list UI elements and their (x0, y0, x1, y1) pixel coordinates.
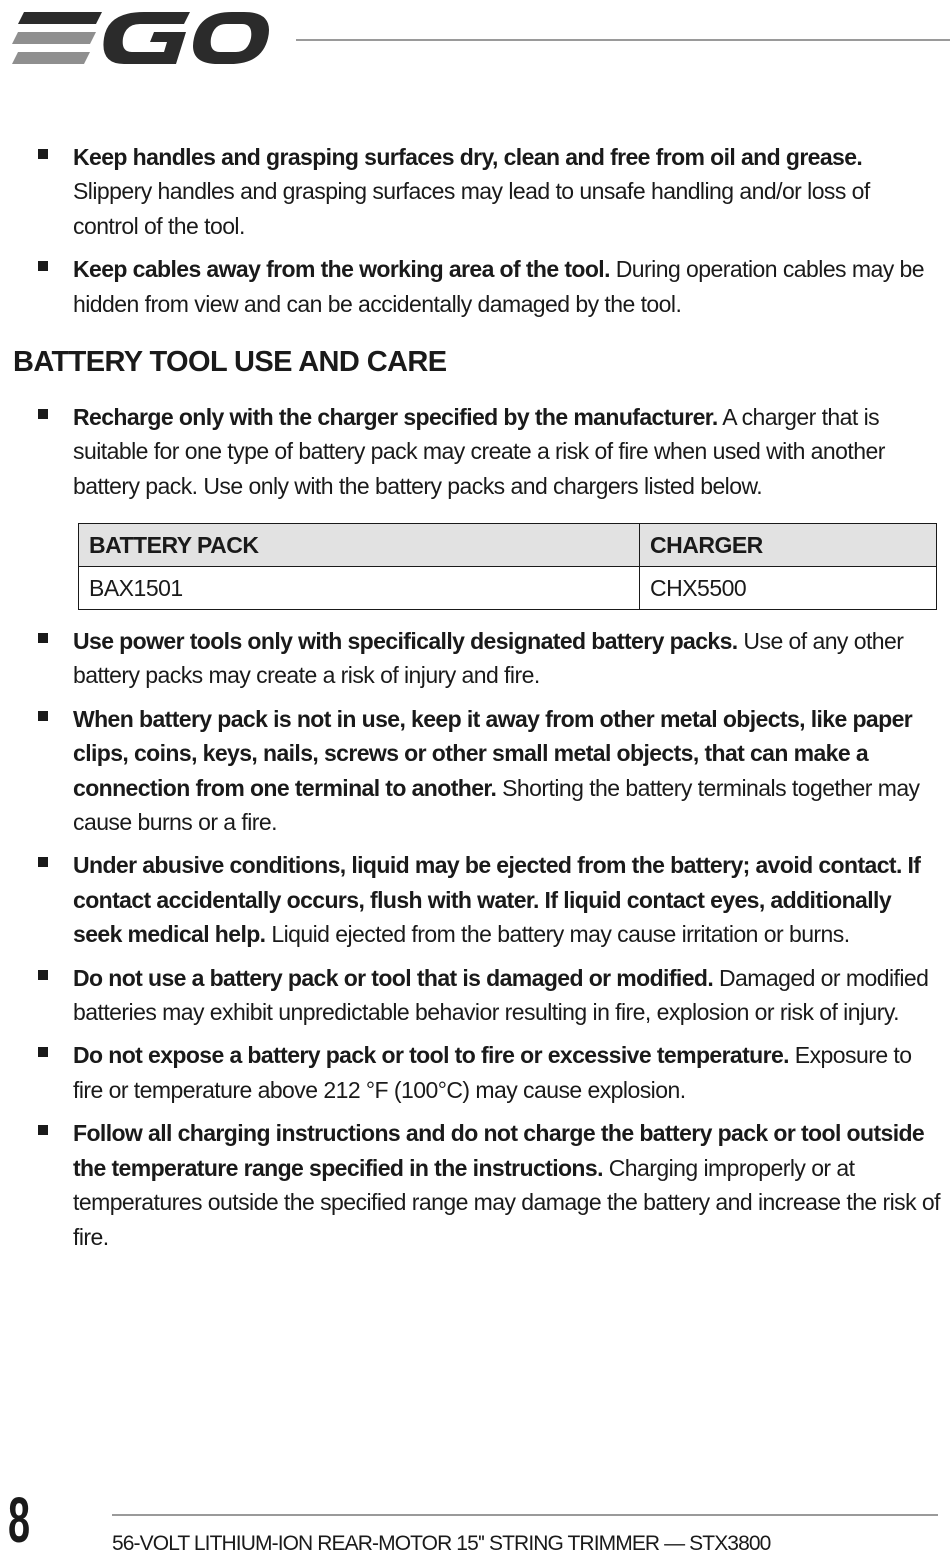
list-item (0, 961, 950, 1030)
item-lead: Do not use a battery pack or tool that is damaged or modified. (73, 964, 714, 991)
square-bullet-icon (38, 149, 48, 159)
square-bullet-icon (38, 1047, 48, 1057)
item-body: Charging improperly or at temperatures outside the specified range may damage the battery and increase the risk of fire. (73, 1154, 941, 1250)
list-item (0, 848, 950, 951)
column-header-battery-pack: BATTERY PACK (79, 524, 640, 567)
section-heading: BATTERY TOOL USE AND CARE (13, 346, 447, 378)
item-body: Liquid ejected from the battery may cause irritation or burns. (265, 921, 850, 948)
list-item (0, 400, 950, 503)
list-item (0, 624, 950, 693)
item-body: Shorting the battery terminals together may cause burns or a fire. (73, 774, 920, 836)
header-rule (296, 39, 950, 41)
square-bullet-icon (38, 857, 48, 867)
table-cell-charger: CHX5500 (640, 567, 937, 610)
ego-logo (12, 8, 270, 68)
item-body: Exposure to fire or temperature above 212 °F (100°C) may cause explosion. (73, 1042, 912, 1103)
footer-title: 56-VOLT LITHIUM-ION REAR-MOTOR 15'' STRING TRIMMER — STX3800 (112, 1532, 771, 1555)
item-body: During operation cables may be hidden from view and can be accidentally damaged by the tool. (73, 256, 924, 317)
item-lead: When battery pack is not in use, keep it away from other metal objects, like paper clips, coins, keys, nails, screws or other small metal objects, that can make a connection from one terminal to another. (73, 705, 913, 801)
table-row (79, 567, 937, 610)
column-header-charger: CHARGER (640, 524, 937, 567)
list-item (0, 1038, 950, 1107)
item-lead: Use power tools only with specifically designated battery packs. (73, 628, 738, 654)
list-item (0, 702, 950, 840)
item-body: Slippery handles and grasping surfaces may lead to unsafe handling and/or loss of control of the tool. (73, 178, 870, 239)
footer-rule (112, 1514, 938, 1516)
square-bullet-icon (38, 1125, 48, 1135)
safety-list (0, 140, 950, 321)
list-item (0, 140, 950, 243)
square-bullet-icon (38, 261, 48, 271)
item-lead: Keep handles and grasping surfaces dry, clean and free from oil and grease. (73, 144, 863, 170)
list-item (0, 1116, 950, 1254)
square-bullet-icon (38, 409, 48, 419)
list-item (0, 252, 950, 321)
page-header (12, 8, 940, 72)
battery-intro-list (0, 400, 950, 503)
item-body: Use of any other battery packs may create a risk of injury and fire. (73, 628, 904, 689)
item-lead: Keep cables away from the working area of the tool. (73, 256, 610, 283)
item-lead: Do not expose a battery pack or tool to fire or excessive temperature. (73, 1042, 789, 1069)
page-number: 8 (8, 1484, 30, 1556)
table-header-row (79, 524, 937, 567)
item-body: A charger that is suitable for one type of battery pack may create a risk of fire when used with another battery pack. Use only with the battery packs and chargers listed below. (73, 404, 885, 499)
item-lead: Under abusive conditions, liquid may be ejected from the battery; avoid contact. If contact accidentally occurs, flush with water. If liquid contact eyes, additionally seek medical help. (73, 852, 921, 948)
square-bullet-icon (38, 633, 48, 643)
square-bullet-icon (38, 711, 48, 721)
item-body: Damaged or modified batteries may exhibit unpredictable behavior resulting in fire, explosion or risk of injury. (73, 964, 929, 1026)
square-bullet-icon (38, 970, 48, 980)
table-cell-battery-pack: BAX1501 (79, 567, 640, 610)
battery-charger-table (78, 523, 937, 610)
item-lead: Follow all charging instructions and do not charge the battery pack or tool outside the temperature range specified in the instructions. (73, 1120, 925, 1181)
battery-safety-list (0, 624, 950, 1254)
item-lead: Recharge only with the charger specified by the manufacturer. (73, 404, 718, 430)
